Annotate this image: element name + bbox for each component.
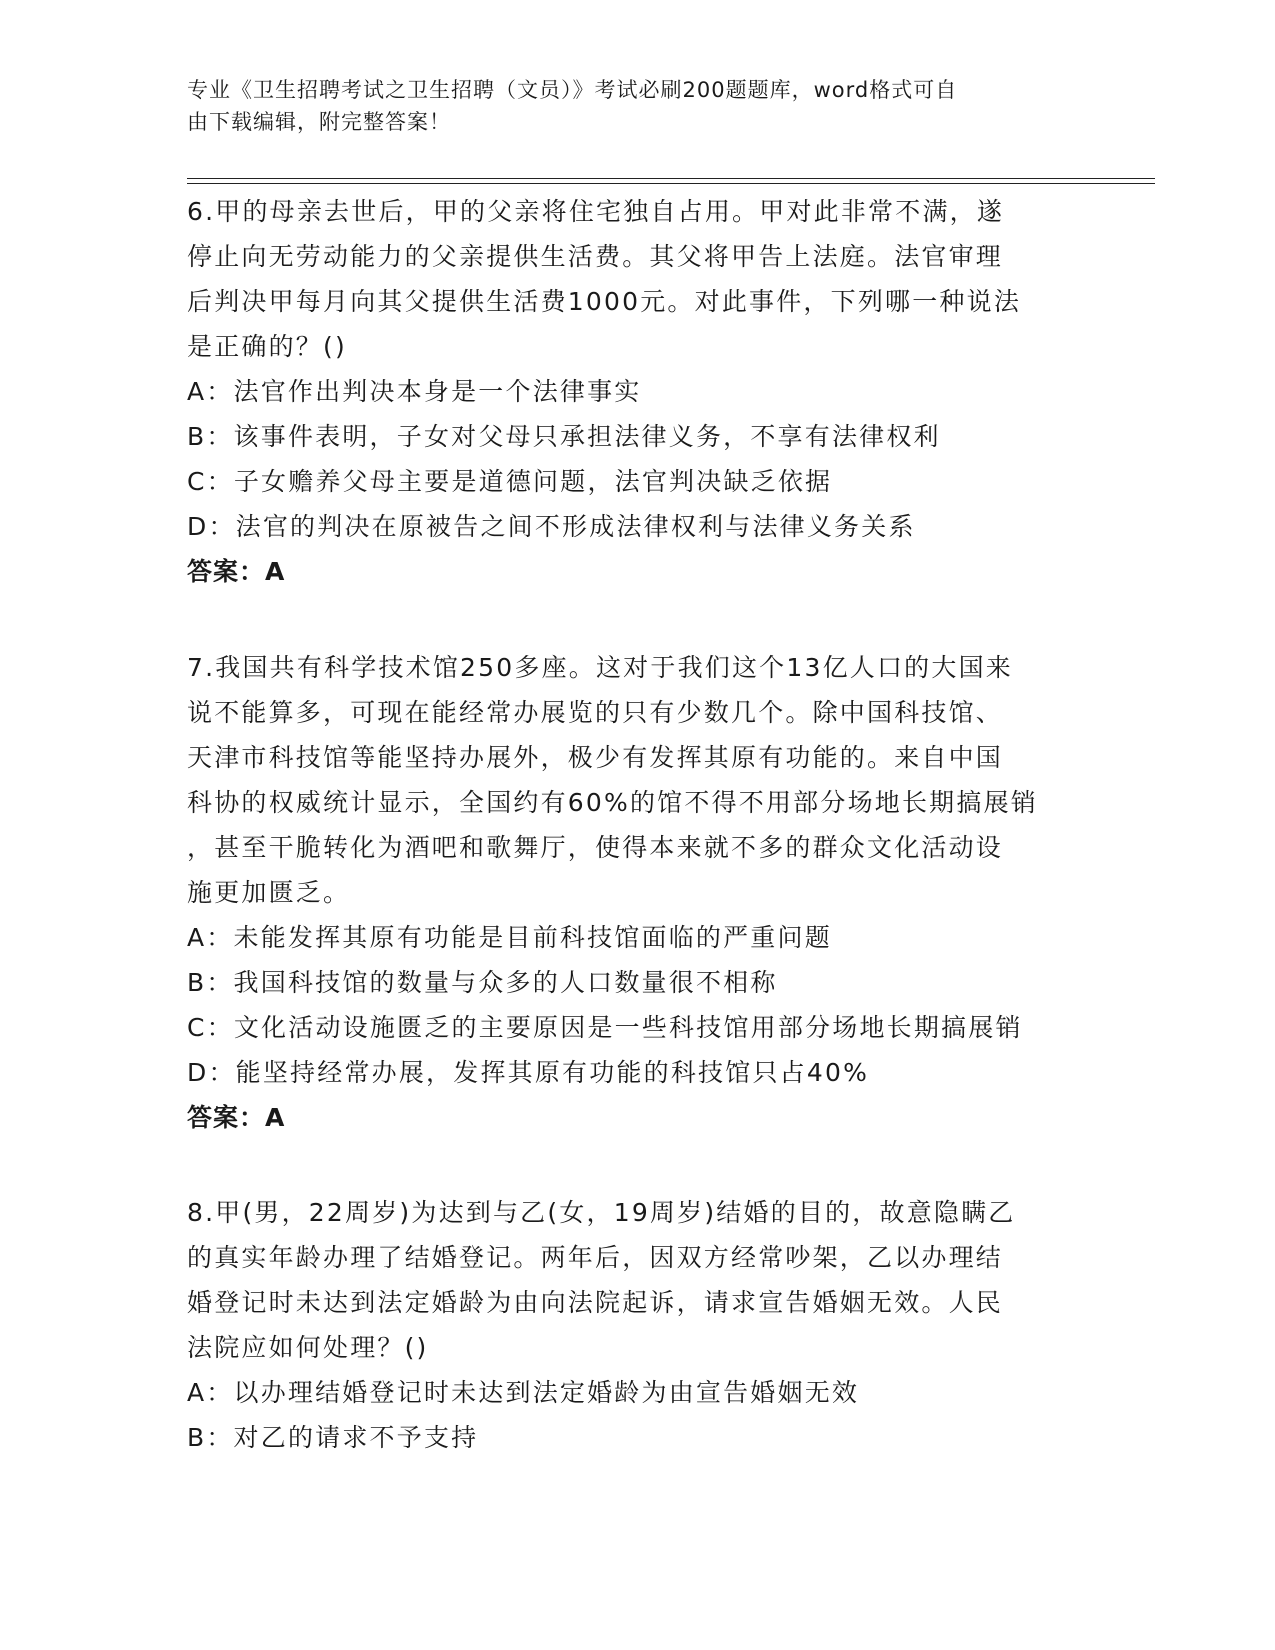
header-divider-top bbox=[187, 178, 1155, 179]
option-b: B：该事件表明，子女对父母只承担法律义务，不享有法律权利 bbox=[187, 422, 941, 451]
stem-line: 天津市科技馆等能坚持办展外，极少有发挥其原有功能的。来自中国 bbox=[187, 743, 1004, 772]
document-header bbox=[187, 74, 1067, 138]
option-d: D：能坚持经常办展，发挥其原有功能的科技馆只占40% bbox=[187, 1058, 870, 1087]
stem-line: 6.甲的母亲去世后，甲的父亲将住宅独自占用。甲对此非常不满，遂 bbox=[187, 197, 1005, 226]
question-stem bbox=[187, 645, 1087, 915]
stem-line: ，甚至干脆转化为酒吧和歌舞厅，使得本来就不多的群众文化活动设 bbox=[187, 833, 1004, 862]
question-7 bbox=[187, 645, 1087, 1140]
question-stem bbox=[187, 189, 1087, 369]
stem-line: 8.甲(男，22周岁)为达到与乙(女，19周岁)结婚的目的，故意隐瞒乙 bbox=[187, 1198, 1016, 1227]
question-stem bbox=[187, 1190, 1087, 1370]
answer: 答案：A bbox=[187, 1103, 286, 1132]
stem-line: 法院应如何处理？() bbox=[187, 1333, 429, 1362]
answer: 答案：A bbox=[187, 557, 286, 586]
option-b: B：我国科技馆的数量与众多的人口数量很不相称 bbox=[187, 968, 778, 997]
stem-line: 说不能算多，可现在能经常办展览的只有少数几个。除中国科技馆、 bbox=[187, 698, 1004, 727]
option-a: A：法官作出判决本身是一个法律事实 bbox=[187, 377, 642, 406]
stem-line: 婚登记时未达到法定婚龄为由向法院起诉，请求宣告婚姻无效。人民 bbox=[187, 1288, 1004, 1317]
option-d: D：法官的判决在原被告之间不形成法律权利与法律义务关系 bbox=[187, 512, 916, 541]
stem-line: 7.我国共有科学技术馆250多座。这对于我们这个13亿人口的大国来 bbox=[187, 653, 1013, 682]
header-line-1: 专业《卫生招聘考试之卫生招聘（文员）》考试必刷200题题库，word格式可自 bbox=[187, 78, 958, 102]
option-b: B：对乙的请求不予支持 bbox=[187, 1423, 479, 1452]
stem-line: 施更加匮乏。 bbox=[187, 878, 351, 907]
stem-line: 停止向无劳动能力的父亲提供生活费。其父将甲告上法庭。法官审理 bbox=[187, 242, 1004, 271]
option-a: A：未能发挥其原有功能是目前科技馆面临的严重问题 bbox=[187, 923, 832, 952]
header-line-2: 由下载编辑，附完整答案！ bbox=[187, 110, 451, 134]
option-c: C：子女赡养父母主要是道德问题，法官判决缺乏依据 bbox=[187, 467, 833, 496]
header-divider-bottom bbox=[187, 183, 1155, 184]
option-a: A：以办理结婚登记时未达到法定婚龄为由宣告婚姻无效 bbox=[187, 1378, 860, 1407]
stem-line: 的真实年龄办理了结婚登记。两年后，因双方经常吵架，乙以办理结 bbox=[187, 1243, 1004, 1272]
option-c: C：文化活动设施匮乏的主要原因是一些科技馆用部分场地长期搞展销 bbox=[187, 1013, 1023, 1042]
stem-line: 后判决甲每月向其父提供生活费1000元。对此事件，下列哪一种说法 bbox=[187, 287, 1022, 316]
stem-line: 科协的权威统计显示，全国约有60%的馆不得不用部分场地长期搞展销 bbox=[187, 788, 1038, 817]
question-6 bbox=[187, 189, 1087, 594]
question-8 bbox=[187, 1190, 1087, 1460]
stem-line: 是正确的？() bbox=[187, 332, 347, 361]
